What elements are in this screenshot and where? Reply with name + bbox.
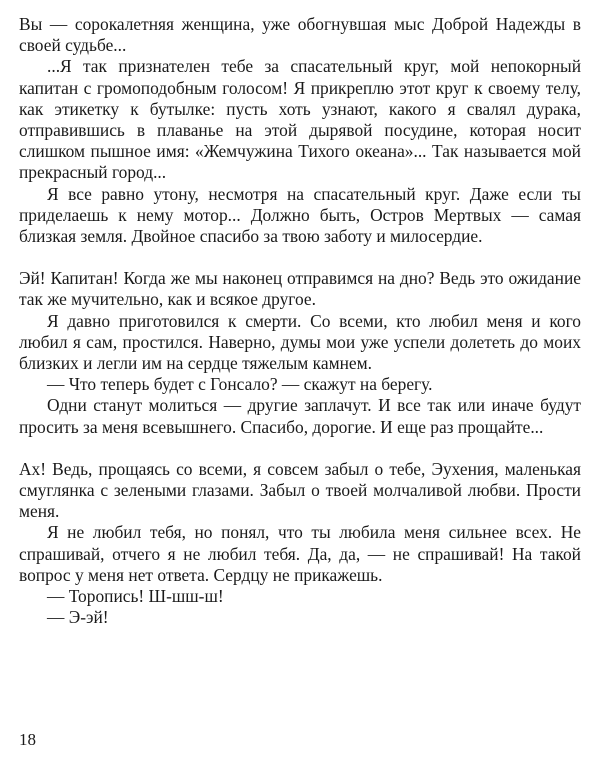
page-body — [19, 14, 581, 628]
paragraph-6: — Что теперь будет с Гонсало? — скажут на берегу. — [47, 374, 433, 395]
paragraph-4: Эй! Капитан! Когда же мы наконец отправимся на дно? Ведь это ожидание так же мучительно, как и всякое другое. — [19, 268, 581, 310]
paragraph-8: Ах! Ведь, прощаясь со всеми, я совсем забыл о тебе, Эухения, маленькая смуглянка с зелеными глазами. Забыл о твоей молчаливой любви. Прости меня. — [19, 458, 581, 522]
paragraph-2: ...Я так признателен тебе за спасательный круг, мой непокорный капитан с громоподобным голосом! Я прикреплю этот круг к своему телу, как этикетку к бутылке: пусть хоть узнают, какого я свалял дурака, отправившись в плаванье на этой дырявой посудине, которая носит слишком пышное имя: «Жемчужина Тихого океана»... Так называется мой прекрасный город... — [19, 56, 581, 183]
paragraph-9: Я не любил тебя, но понял, что ты любила меня сильнее всех. Не спрашивай, отчего я не любил тебя. Да, да, — не спрашивай! На такой вопрос у меня нет ответа. Сердцу не прикажешь. — [19, 522, 581, 585]
page-number: 18 — [19, 730, 36, 749]
paragraph-5: Я давно приготовился к смерти. Со всеми, кто любил меня и кого любил я сам, простился. Наверно, думы мои уже успели долететь до моих близких и легли им на сердце тяжелым камнем. — [19, 310, 581, 374]
paragraph-11: — Э-эй! — [47, 607, 109, 628]
paragraph-3: Я все равно утону, несмотря на спасательный круг. Даже если ты приделаешь к нему мотор... Должно быть, Остров Мертвых — самая близкая земля. Двойное спасибо за твою заботу и милосердие. — [19, 183, 581, 247]
paragraph-7: Одни станут молиться — другие заплачут. И все так или иначе будут просить за меня всевышнего. Спасибо, дорогие. И еще раз прощайте... — [19, 395, 581, 437]
paragraph-10: — Торопись! Ш-шш-ш! — [47, 586, 224, 607]
paragraph-1: Вы — сорокалетняя женщина, уже обогнувшая мыс Доброй Надежды в своей судьбе... — [19, 14, 581, 56]
